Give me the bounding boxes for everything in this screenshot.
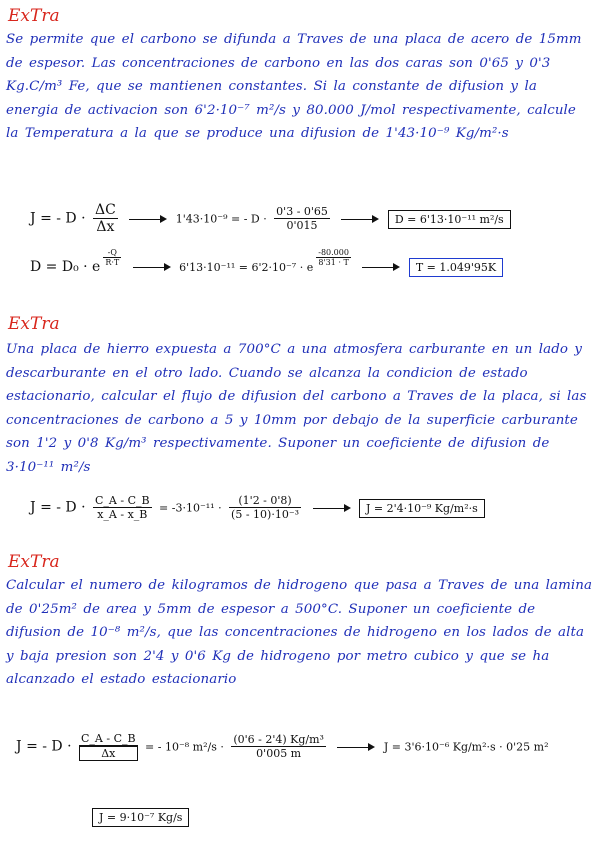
section-3-statement: Calcular el numero de kilogramos de hidrogeno que pasa a Traves de una lamina de 0'25m² de area y 5mm de espesor a 500°C. Suponer un coeficiente de difusion de 10⁻⁸ m²/s, que las concentraciones de hidrogeno en los lados de alta y baja presion son 2'4 y 0'6 Kg de hidrogeno por metro cubico y que se ha alcanzado el estado estacionario (6, 578, 593, 687)
eq4-lhs: J = - D · (16, 738, 72, 755)
eq1-frac-den: Δx (96, 219, 115, 235)
section-2-statement: Una placa de hierro expuesta a 700°C a una atmosfera carburante en un lado y descarburante en el otro lado. Cuando se alcanza la condicion de estado estacionario, calcular el flujo de difusion del carbono a Traves de la placa, si las concentraciones de carbono a 5 y 10mm por debajo de la superficie carburante son 1'2 y 0'8 Kg/m³ respectivamente. Suponer un coeficiente de difusion de 3·10⁻¹¹ m²/s (6, 342, 587, 475)
eq1-result-box: D = 6'13·10⁻¹¹ m²/s (388, 210, 511, 229)
eq4-num2: (0'6 - 2'4) Kg/m³ (233, 733, 324, 746)
eq3-fraction-2 (229, 494, 301, 521)
eq4-final-box: J = 9·10⁻⁷ Kg/s (92, 808, 189, 827)
eq4-frac-num: C_A - C_B (81, 732, 136, 745)
eq1-lhs: J = - D · (30, 210, 86, 227)
eq3-frac-num: C_A - C_B (95, 494, 150, 507)
equation-4-final (92, 808, 189, 827)
eq3-mid: = -3·10⁻¹¹ · (159, 501, 222, 515)
section-3-title: ExTra (8, 552, 60, 572)
eq3-lhs: J = - D · (30, 499, 86, 516)
eq4-den2: 0'005 m (256, 747, 302, 760)
eq2-exponent (103, 248, 121, 267)
eq3-frac-den: x_A - x_B (97, 508, 148, 521)
eq2-step-exponent (316, 248, 351, 267)
equation-3 (30, 494, 485, 521)
arrow-icon (313, 503, 351, 513)
section-1-statement: Se permite que el carbono se difunda a Traves de una placa de acero de 15mm de espesor. Las concentraciones de carbono en las dos caras son 0'65 y 0'3 Kg.C/m³ Fe, que se mantienen constantes. Si la constante de difusion y la energia de activacion son 6'2·10⁻⁷ m²/s y 80.000 J/mol respectivamente, calcule la Temperatura a la que se produce una difusion de 1'43·10⁻⁹ Kg/m²·s (6, 32, 582, 141)
equation-1 (30, 202, 511, 235)
eq1-step-den: 0'015 (286, 219, 318, 232)
eq1-step: 1'43·10⁻⁹ = - D · (175, 212, 267, 226)
eq3-den2: (5 - 10)·10⁻³ (231, 508, 300, 521)
arrow-icon (129, 214, 167, 224)
eq3-num2: (1'2 - 0'8) (229, 494, 301, 508)
section-1-title: ExTra (8, 6, 60, 26)
arrow-icon (133, 262, 171, 272)
section-2-title: ExTra (8, 314, 60, 334)
arrow-icon (337, 742, 375, 752)
eq3-result-box: J = 2'4·10⁻⁹ Kg/m²·s (359, 499, 485, 518)
eq3-fraction (93, 494, 152, 521)
eq2-step: 6'13·10⁻¹¹ = 6'2·10⁻⁷ · e (179, 261, 314, 274)
eq4-fraction (79, 732, 138, 761)
eq2-lhs: D = D₀ · e (30, 259, 101, 275)
eq1-step-fraction (274, 205, 330, 232)
equation-2 (30, 248, 503, 277)
arrow-icon (362, 262, 400, 272)
eq2-result-box: T = 1.049'95K (409, 258, 503, 277)
eq1-frac-num: ΔC (95, 202, 116, 218)
equation-4 (16, 732, 549, 761)
eq1-step-num: 0'3 - 0'65 (276, 205, 328, 218)
eq2-exp2-den: 8'31 · T (318, 258, 349, 267)
eq4-frac-den: Δx (79, 746, 138, 761)
eq2-exp2-num: -80.000 (318, 248, 349, 257)
eq4-fraction-2 (231, 733, 326, 760)
eq4-result-line: J = 3'6·10⁻⁶ Kg/m²·s · 0'25 m² (383, 740, 549, 754)
eq2-exp-den: R·T (105, 258, 120, 267)
eq4-mid: = - 10⁻⁸ m²/s · (145, 740, 224, 754)
eq1-fraction (93, 202, 118, 235)
arrow-icon (341, 214, 379, 224)
eq2-exp-num: -Q (103, 248, 121, 258)
